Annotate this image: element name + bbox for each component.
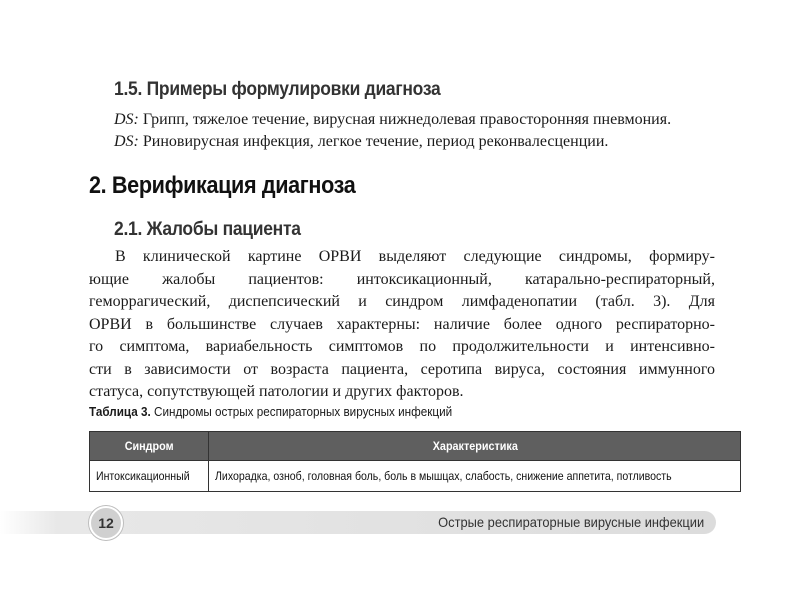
ds-prefix: DS: [114, 111, 139, 128]
paragraph-line: ющие жалобы пациентов: интоксикационный, катарально-респираторный, [89, 270, 715, 288]
ds-prefix: DS: [114, 133, 139, 150]
subsection-title-2-1: 2.1. Жалобы пациента [114, 219, 301, 240]
table-row [90, 461, 741, 492]
table-caption [89, 404, 452, 419]
table-header-characteristic: Характеристика [209, 432, 741, 461]
section-title-2: 2. Верификация диагноза [89, 172, 356, 199]
syndromes-table [89, 431, 741, 492]
diagnosis-example [114, 111, 671, 129]
table-caption-text: Синдромы острых респираторных вирусных инфекций [150, 404, 453, 419]
subsection-title-1-5: 1.5. Примеры формулировки диагноза [114, 79, 441, 100]
paragraph-line: геморрагический, диспепсический и синдром лимфаденопатии (табл. 3). Для [89, 293, 715, 310]
body-paragraph [89, 246, 715, 404]
page-number-badge: 12 [89, 506, 123, 540]
diagnosis-example [114, 133, 608, 151]
diagnosis-text: Грипп, тяжелое течение, вирусная нижнедолевая правосторонняя пневмония. [138, 111, 672, 128]
paragraph-line: сти в зависимости от возраста пациента, серотипа вируса, состояния иммунного [89, 360, 715, 378]
running-footer-title: Острые респираторные вирусные инфекции [437, 514, 704, 530]
table-header-row [90, 432, 741, 461]
table-cell-characteristic: Лихорадка, озноб, головная боль, боль в мышцах, слабость, снижение аппетита, потливость [209, 461, 741, 492]
paragraph-line: статуса, сопутствующей патологии и других факторов. [89, 383, 464, 400]
table-cell-syndrome: Интоксикационный [90, 461, 209, 492]
paragraph-line: В клинической картине ОРВИ выделяют следующие синдромы, формиру- [115, 248, 715, 265]
diagnosis-text: Риновирусная инфекция, легкое течение, период реконвалесценции. [138, 133, 609, 150]
table-caption-label: Таблица 3. [89, 404, 151, 419]
table-header-syndrome: Синдром [90, 432, 209, 461]
paragraph-line: го симптома, вариабельность симптомов по продолжительности и интенсивно- [89, 338, 715, 355]
paragraph-line: ОРВИ в большинстве случаев характерны: наличие более одного респираторно- [89, 315, 715, 333]
